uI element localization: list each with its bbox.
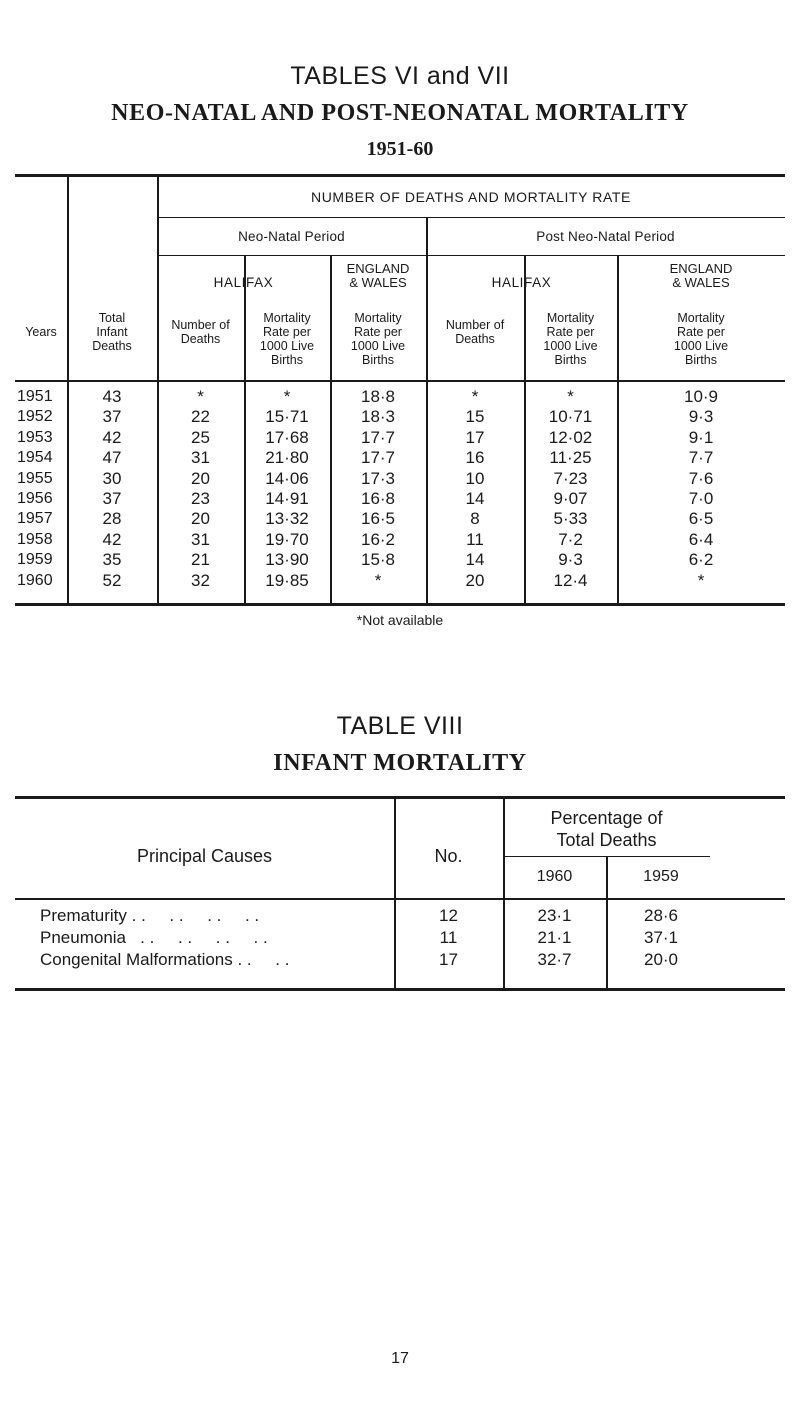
table-cell: 21: [191, 550, 210, 570]
col-header-mort-neo: [244, 311, 330, 367]
footnote-not-available: *Not available: [356, 612, 444, 628]
table-cell: 6·4: [688, 529, 714, 549]
col-header-total: [67, 311, 157, 353]
table-cell: *: [471, 387, 479, 406]
header-line: 1000 Live: [673, 339, 729, 353]
table-cell: 7·6: [688, 468, 714, 488]
table-cell: 10·9: [683, 387, 719, 406]
header-line: Total: [98, 311, 126, 325]
table-cell: 14·91: [265, 489, 309, 508]
table-cell: 11: [439, 928, 458, 947]
table-cell: 11·25: [549, 448, 592, 468]
col-header-principal-causes: Principal Causes: [136, 846, 273, 866]
header-line: Mortality: [546, 311, 595, 325]
table-cell: *: [374, 570, 382, 590]
header-line: Births: [362, 353, 394, 367]
table-cell: 22: [191, 407, 210, 427]
table-cell: 10·71: [548, 407, 593, 427]
cell-year: 1951: [17, 388, 53, 405]
header-line: Rate per: [677, 325, 725, 339]
header-line: 1000 Live: [259, 339, 315, 353]
table-cell: 19·85: [265, 570, 309, 590]
table-cell: 20: [191, 468, 210, 488]
table-cell: 13·32: [265, 509, 309, 529]
table-bottom-rule: [15, 603, 785, 606]
table-cell: 6·5: [688, 509, 714, 529]
table-cell: 43: [102, 387, 122, 406]
table-cell: 37·1: [643, 928, 679, 947]
cell-cause: Prematurity . . . . . . . .: [40, 906, 260, 925]
table-cell: 16·2: [360, 529, 396, 549]
table-cell: 20: [191, 509, 210, 529]
table-cell: 7·0: [688, 489, 714, 508]
table-cell: 10: [465, 468, 485, 488]
cell-year: 1952: [17, 408, 53, 426]
table-cell: 47: [102, 448, 122, 468]
table-viii-subtitle: INFANT MORTALITY: [273, 750, 527, 776]
tables-subtitle: NEO-NATAL AND POST-NEONATAL MORTALITY: [111, 100, 689, 126]
col-header-mort-post: [524, 311, 617, 367]
table-cell: 11: [466, 529, 484, 549]
table-cell: 17: [439, 950, 458, 969]
col-header-years: Years: [25, 325, 57, 339]
table-cell: *: [697, 570, 705, 590]
table-cell: 25: [191, 427, 210, 447]
table-cell: 18·8: [360, 387, 396, 406]
header-line: Mortality: [677, 311, 725, 325]
header-line: Mortality: [263, 311, 311, 325]
table-cell: 17·7: [360, 427, 396, 447]
table-viii-title: TABLE VIII: [336, 712, 464, 740]
header-line: Rate per: [546, 325, 595, 339]
header-neo-natal: Neo-Natal Period: [238, 229, 345, 244]
table-cell: 15·71: [265, 407, 309, 427]
header-line: Births: [271, 353, 303, 367]
table-top-rule: [15, 174, 785, 177]
table-cell: 16·5: [360, 509, 396, 529]
table-cell: 23·1: [537, 906, 572, 925]
table-cell: 21·80: [265, 448, 309, 468]
table-cell: 17·3: [360, 468, 396, 488]
header-line: Rate per: [263, 325, 311, 339]
col-header-percentage: [503, 807, 710, 851]
header-post-neo-natal: Post Neo-Natal Period: [536, 229, 675, 244]
rule-header-bottom: [15, 380, 785, 382]
header-line: Number of: [171, 318, 230, 332]
page-number: 17: [391, 1350, 409, 1367]
table-cell: 20: [465, 570, 485, 590]
table-viii-top-rule: [15, 796, 785, 799]
table-cell: 5·33: [553, 509, 588, 529]
col-header-mort-ew-neo: [330, 311, 426, 367]
header-line: 1000 Live: [350, 339, 406, 353]
header-line: Deaths: [455, 332, 495, 346]
header-line: Percentage of: [550, 808, 663, 828]
table-cell: 42: [102, 529, 122, 549]
table-cell: 14: [465, 550, 485, 570]
cell-cause: Congenital Malformations . . . .: [40, 950, 290, 969]
table-cell: 6·2: [688, 550, 714, 570]
table-cell: 18·3: [360, 407, 396, 427]
header-line: & WALES: [349, 275, 407, 290]
table-cell: *: [197, 387, 204, 406]
header-line: Rate per: [354, 325, 402, 339]
table-cell: 17·68: [265, 427, 309, 447]
table-cell: 21·1: [537, 928, 572, 947]
table-cell: 7·2: [558, 529, 583, 549]
table-cell: 9·07: [553, 489, 588, 508]
cell-year: 1958: [17, 530, 53, 548]
header-line: Deaths: [92, 339, 132, 353]
cell-year: 1960: [17, 571, 53, 589]
cell-year: 1957: [17, 510, 53, 528]
header-line: Mortality: [354, 311, 402, 325]
table-cell: 31: [191, 529, 210, 549]
table-cell: 35: [102, 550, 122, 570]
table-cell: 9·3: [558, 550, 583, 570]
tables-title: TABLES VI and VII: [290, 62, 510, 90]
header-line: Births: [554, 353, 587, 367]
table-cell: 20·0: [643, 950, 679, 969]
col-header-1960: 1960: [536, 868, 573, 885]
table-viii-bottom-rule: [15, 988, 785, 991]
cell-cause: Pneumonia . . . . . . . .: [40, 928, 268, 947]
table-cell: 28: [102, 509, 122, 529]
table-cell: 17·7: [360, 448, 396, 468]
cell-year: 1954: [17, 449, 53, 467]
header-halifax-neo: HALIFAX: [213, 275, 274, 290]
table-cell: 7·7: [688, 448, 714, 468]
table-cell: 12·02: [548, 427, 593, 447]
header-halifax-post: HALIFAX: [491, 275, 552, 290]
table-cell: 32: [191, 570, 210, 590]
table-cell: 15: [465, 407, 485, 427]
col-header-num-deaths-neo: [157, 318, 244, 346]
table-cell: 42: [102, 427, 122, 447]
table-cell: 30: [102, 468, 122, 488]
rule-region: [157, 255, 785, 256]
table-cell: *: [283, 387, 291, 406]
col-header-no: No.: [434, 846, 463, 866]
header-line: Infant: [96, 325, 128, 339]
table-cell: 37: [102, 489, 122, 508]
header-england-wales-neo: [330, 262, 426, 290]
table-viii-header-rule: [15, 898, 785, 900]
col-header-mort-ew-post: [617, 311, 785, 367]
table-cell: 17: [465, 427, 485, 447]
header-line: Births: [685, 353, 717, 367]
table-cell: 14: [465, 489, 485, 508]
header-line: & WALES: [672, 275, 730, 290]
table-cell: 9·3: [688, 407, 714, 427]
header-line: Number of: [445, 318, 505, 332]
table-cell: 7·23: [553, 468, 588, 488]
header-line: ENGLAND: [669, 261, 733, 276]
cell-year: 1953: [17, 428, 53, 446]
cell-year: 1959: [17, 551, 53, 569]
table-cell: 32·7: [537, 950, 572, 969]
table-cell: 16·8: [360, 489, 396, 508]
table-cell: 8: [470, 509, 480, 529]
table-cell: 31: [191, 448, 210, 468]
header-england-wales-post: [617, 262, 785, 290]
table-cell: 52: [102, 570, 122, 590]
header-line: ENGLAND: [346, 261, 410, 276]
table-cell: 37: [102, 407, 122, 427]
header-line: Total Deaths: [556, 830, 657, 850]
cell-year: 1956: [17, 490, 53, 507]
table-cell: 23: [191, 489, 210, 508]
header-line: 1000 Live: [543, 339, 598, 353]
table-cell: 12: [439, 906, 458, 925]
col-header-num-deaths-post: [426, 318, 524, 346]
header-number-of-deaths: NUMBER OF DEATHS AND MORTALITY RATE: [311, 189, 631, 205]
table-cell: 13·90: [265, 550, 309, 570]
table-cell: 14·06: [265, 468, 309, 488]
table-cell: 28·6: [643, 906, 679, 925]
table-cell: 12·4: [553, 570, 588, 590]
table-cell: 9·1: [688, 427, 714, 447]
table-cell: 19·70: [265, 529, 309, 549]
cell-year: 1955: [17, 469, 53, 487]
table-cell: 15·8: [360, 550, 396, 570]
tables-period: 1951-60: [366, 138, 434, 160]
rule-period: [157, 217, 785, 218]
header-line: Deaths: [180, 332, 221, 346]
col-header-1959: 1959: [643, 868, 679, 885]
table-cell: *: [567, 387, 574, 406]
table-cell: 16: [465, 448, 485, 468]
